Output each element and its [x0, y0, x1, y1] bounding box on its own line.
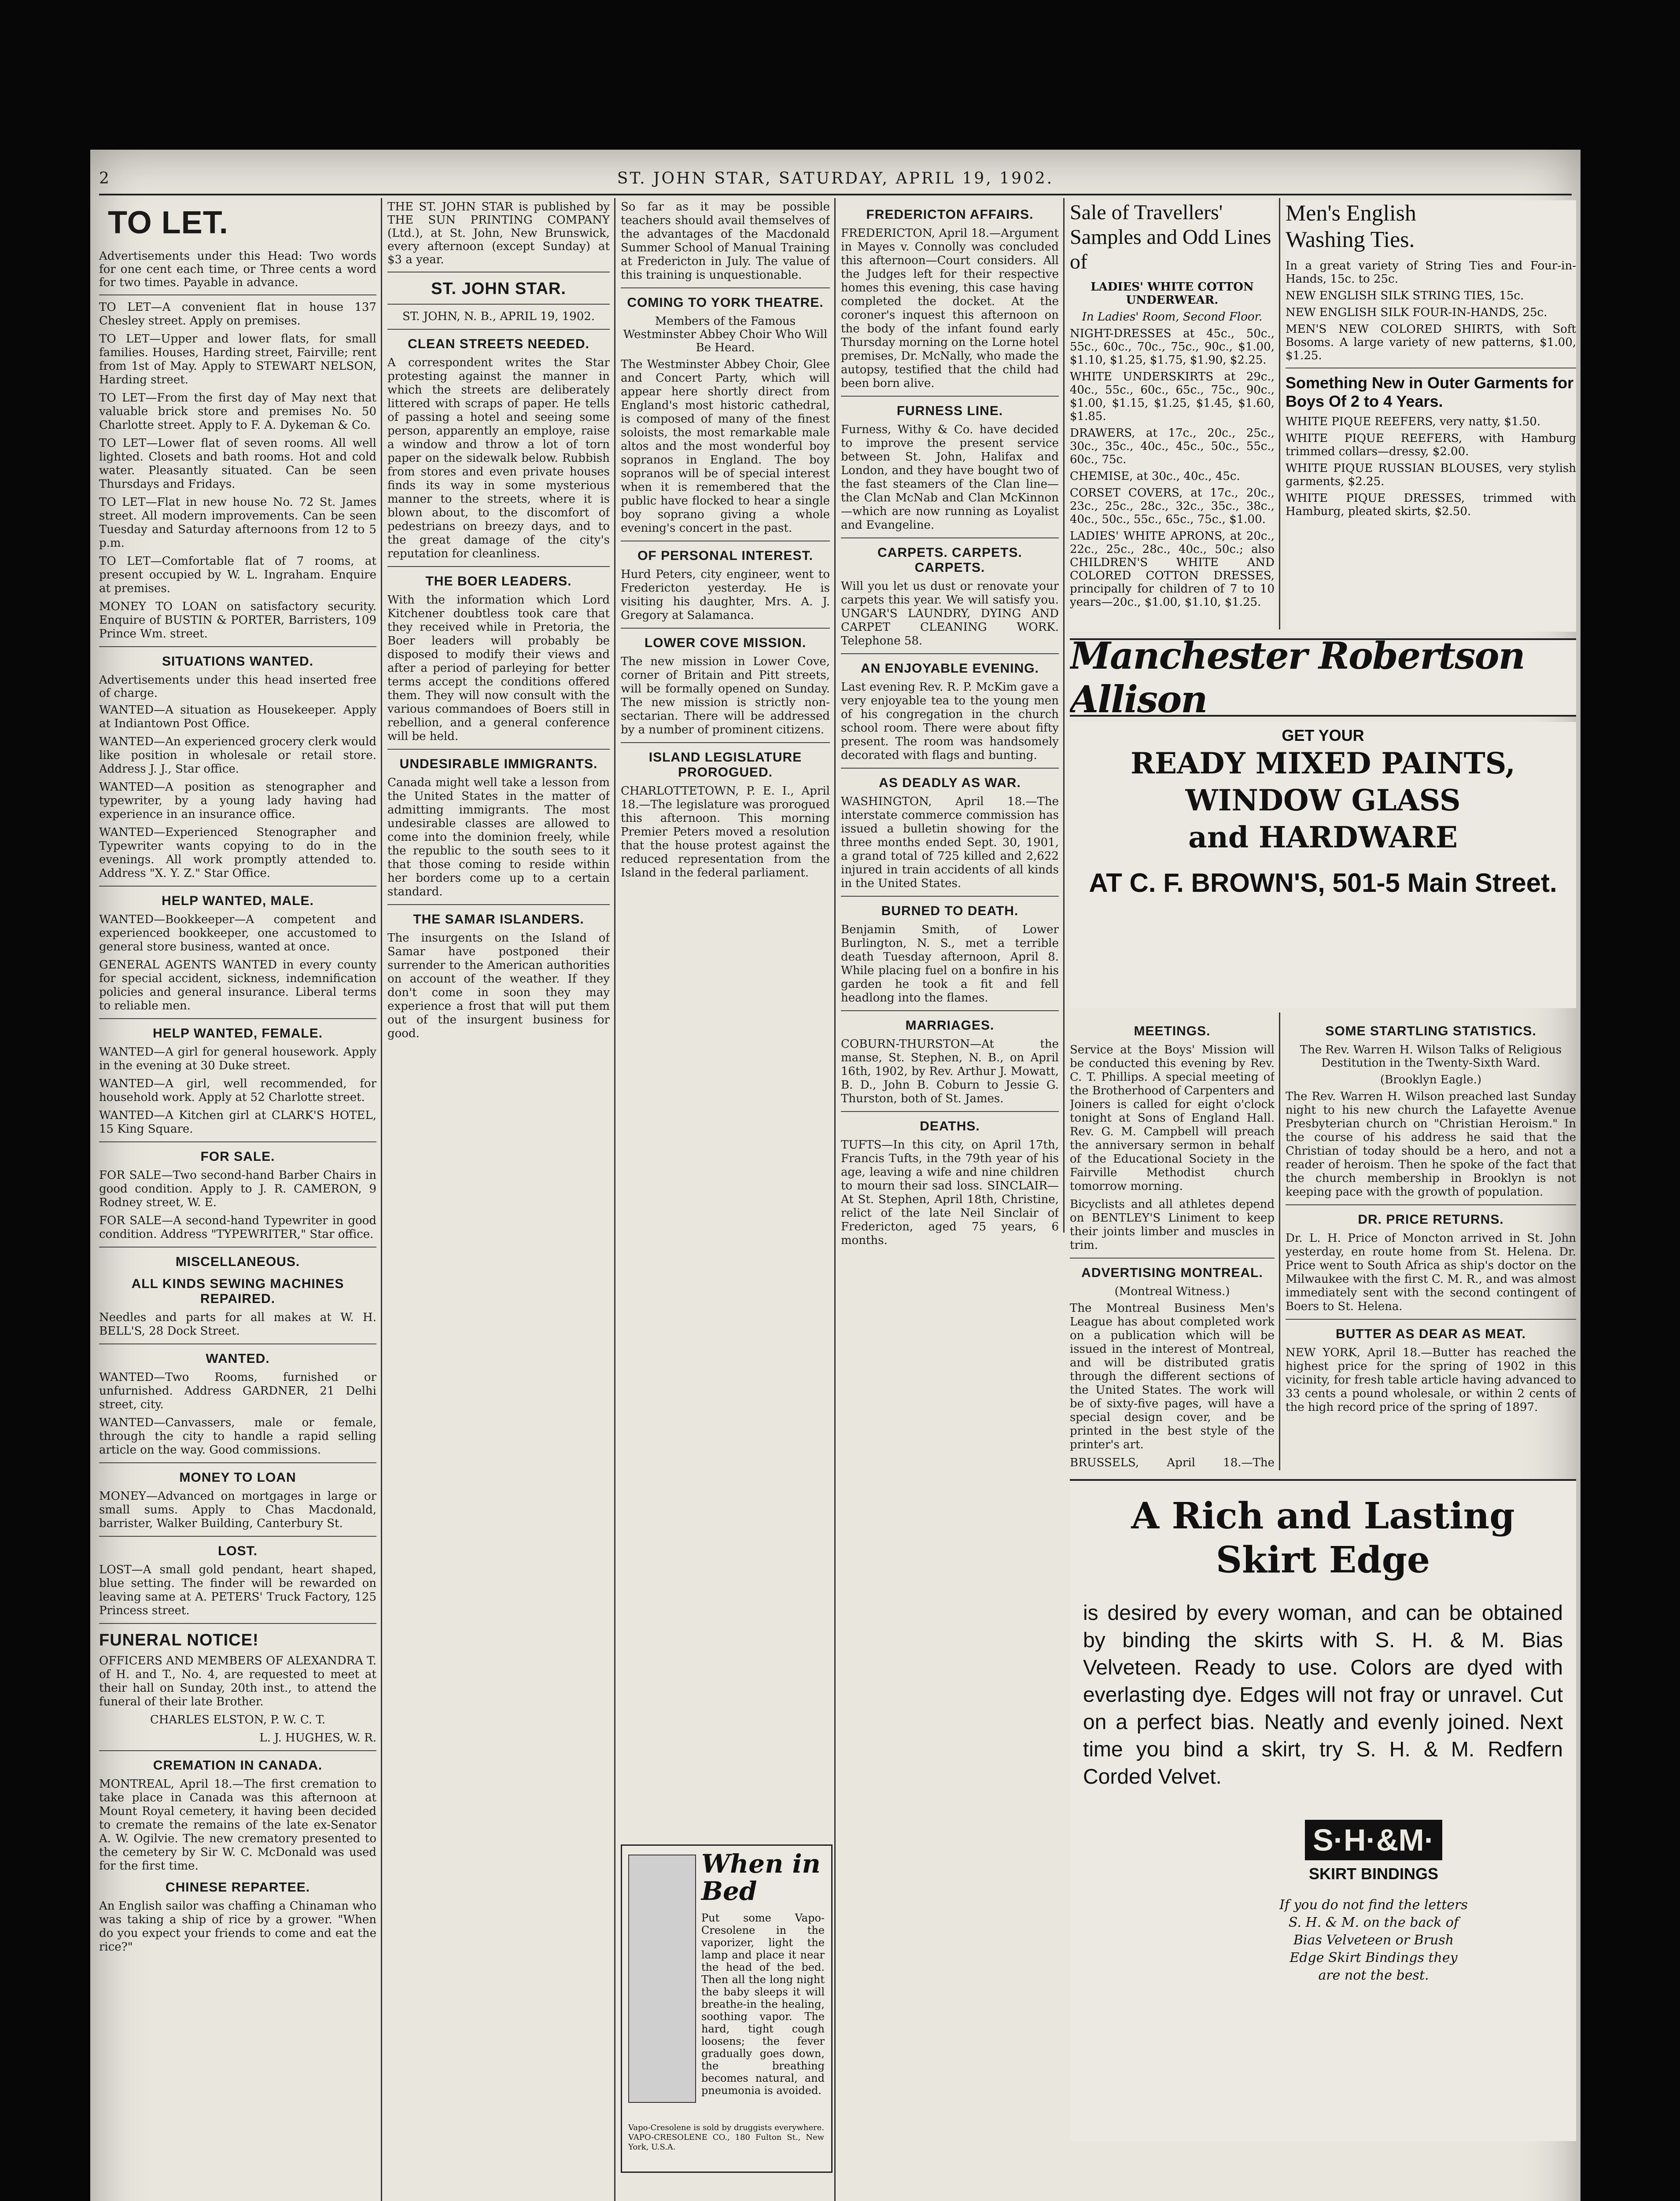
- classified-item: TO LET—From the first day of May next that valuable brick store and premises No. 50 Charlotte street. Apply to F. A. Dykeman & Co.: [99, 391, 376, 432]
- article-heading: SOME STARTLING STATISTICS.: [1325, 1024, 1536, 1038]
- classified-item: WANTED—A situation as Housekeeper. Apply at Indiantown Post Office.: [99, 703, 376, 730]
- travellers-samples-ad: [1070, 200, 1275, 632]
- article-heading: BUTTER AS DEAR AS MEAT.: [1336, 1327, 1526, 1341]
- dateline: ST. JOHN, N. B., APRIL 19, 1902.: [402, 310, 595, 323]
- classified-item: MONEY—Advanced on mortgages in large or small sums. Apply to Chas Macdonald, barrister, Walker Building, Canterbury St.: [99, 1490, 376, 1530]
- mra-logo-banner: [1070, 638, 1576, 717]
- article-source: (Brooklyn Eagle.): [1380, 1073, 1481, 1086]
- article-heading: ADVERTISING MONTREAL.: [1081, 1266, 1263, 1280]
- funeral-signature: L. J. HUGHES, W. R.: [259, 1731, 376, 1745]
- situations-heading: SITUATIONS WANTED.: [162, 654, 314, 669]
- funeral-signature: CHARLES ELSTON, P. W. C. T.: [150, 1713, 326, 1726]
- paints-at-line: AT C. F. BROWN'S, 501-5 Main Street.: [1089, 868, 1557, 898]
- article-heading: AN ENJOYABLE EVENING.: [861, 661, 1039, 676]
- article-text: With the information which Lord Kitchener doubtless took care that they received while in Pretoria, the Boer leaders will probably be disposed to modify their views and after a period of parleying for better terms accept the conditions offered them. They will now consult with the various commandoes of Boers still in rebellion, and a general conference will be held.: [387, 593, 610, 743]
- column-rule-2: [614, 198, 615, 2201]
- article-heading: CLEAN STREETS NEEDED.: [408, 337, 589, 351]
- skirt-headline-1: A Rich and Lasting: [1131, 1495, 1515, 1537]
- column-rule-5: [1279, 198, 1280, 629]
- outer-garments-heading: Something New in Outer Garments for Boys Of 2 to 4 Years.: [1286, 374, 1574, 410]
- column-editorial: [387, 200, 610, 2201]
- article-heading: LOWER COVE MISSION.: [644, 636, 807, 650]
- paints-line2: WINDOW GLASS: [1185, 783, 1461, 817]
- article-text: So far as it may be possible teachers should avail themselves of the advantages of the Macdonald Summer School of Manual Training at Fredericton in July. The value of this training is unquestionable.: [621, 200, 830, 282]
- article-text: The insurgents on the Island of Samar have postponed their surrender to the American authorities on account of the weather. If they don't come in soon they may experience a frost that will put them out of the insurgent business for good.: [387, 931, 610, 1040]
- shm-note: If you do not find the letters S. H. & M. on the back of Bias Velveteen or Brush Edge Skirt Bindings they are not the best.: [1279, 1897, 1468, 1983]
- classified-item: GENERAL AGENTS WANTED in every county for special accident, sickness, indemnification policies and general insurance. Liberal terms to reliable men.: [99, 958, 376, 1012]
- classified-item: FOR SALE—A second-hand Typewriter in good condition. Address "TYPEWRITER," Star office.: [99, 1214, 376, 1241]
- article-text: BRUSSELS, April 18.—The: [1070, 1456, 1275, 1469]
- article-text: The Westminster Abbey Choir, Glee and Concert Party, which will appear here shortly direct from England's most historic cathedral, is composed of many of the finest soloists, the most remarkable male altos and the most wonderful boy sopranos in England. The boy sopranos will be of special interest when it is remembered that the public have flocked to hear a single boy soprano giving a whole evening's concert in the past.: [621, 358, 830, 535]
- article-heading: MEETINGS.: [1134, 1024, 1211, 1038]
- column-rule-4: [1063, 198, 1065, 1233]
- for-sale-heading: FOR SALE.: [200, 1149, 275, 1164]
- outer-item: WHITE PIQUE REEFERS, with Hamburg trimmed collars—dressy, $2.00.: [1286, 432, 1576, 458]
- to-let-rate: Advertisements under this Head: Two words for one cent each time, or Three cents a word for two times. Payable in advance.: [99, 250, 376, 289]
- article-text: Benjamin Smith, of Lower Burlington, N. S., met a terrible death Tuesday afternoon, April 8. While placing fuel on a bonfire in his garden he took a fit and fell headlong into the flames.: [841, 923, 1059, 1005]
- article-subheading: (Montreal Witness.): [1114, 1285, 1230, 1298]
- repartee-heading: CHINESE REPARTEE.: [165, 1880, 310, 1895]
- skirt-headline-2: Skirt Edge: [1216, 1539, 1430, 1581]
- lost-heading: LOST.: [217, 1544, 258, 1558]
- column-news-4: [841, 200, 1059, 2201]
- article-text: Dr. L. H. Price of Moncton arrived in St. John yesterday, en route home from St. Helena. Dr. Price went to South Africa as ship's doctor on the Milwaukee with the first C. M. R., and was almost immediately sent with the second contingent of Boers to St. Helena.: [1286, 1232, 1576, 1313]
- money-heading: MONEY TO LOAN: [179, 1470, 296, 1485]
- classified-item: WANTED—A position as stenographer and typewriter, by a young lady having had experience in an insurance office.: [99, 780, 376, 821]
- wanted-heading: WANTED.: [206, 1351, 270, 1366]
- article-text: Furness, Withy & Co. have decided to improve the present service between St. John, Halifax and London, and they have bought two of the fast steamers of the Clan line—the Clan McNab and Clan McKinnon—which are now running as Loyalist and Evangeline.: [841, 423, 1059, 532]
- column-rule-6: [1279, 1012, 1280, 1470]
- article-text: Service at the Boys' Mission will be conducted this evening by Rev. C. T. Phillips. A special meeting of the Brotherhood of Carpenters and Joiners is called for eight o'clock tonight at Sons of England Hall. Rev. G. M. Campbell will preach the anniversary sermon in behalf of the Educational Society in the Fairville Methodist church tomorrow morning.: [1070, 1043, 1275, 1193]
- sale-item: LADIES' WHITE APRONS, at 20c., 22c., 25c., 28c., 40c., 50c.; also CHILDREN'S WHITE AND COLORED COTTON DRESSES, principally for children of 7 to 10 years—20c., $1.00, $1.10, $1.25.: [1070, 530, 1275, 609]
- mens-item: MEN'S NEW COLORED SHIRTS, with Soft Bosoms. A large variety of new patterns, $1.00, $1.25.: [1286, 323, 1576, 362]
- vapo-cresolene-ad: [621, 1844, 833, 2173]
- classified-item: WANTED—Experienced Stenographer and Typewriter wants copying to do in the evenings. All work promptly attended to. Address "X. Y. Z." Star Office.: [99, 826, 376, 880]
- paints-get: GET YOUR: [1282, 726, 1364, 744]
- mens-item: NEW ENGLISH SILK STRING TIES, 15c.: [1286, 289, 1524, 302]
- shm-logo-sub: SKIRT BINDINGS: [1308, 1865, 1438, 1883]
- vapo-headline: When in Bed: [701, 1849, 821, 1906]
- mens-headline: Men's English Washing Ties.: [1286, 201, 1416, 252]
- classified-item: TO LET—Comfortable flat of 7 rooms, at present occupied by W. L. Ingraham. Enquire at premises.: [99, 555, 376, 595]
- situations-rate: Advertisements under this head inserted free of charge.: [99, 674, 376, 700]
- article-text: Bicyclists and all athletes depend on BENTLEY'S Liniment to keep their joints limber and muscles in trim.: [1070, 1198, 1275, 1252]
- sale-item: NIGHT-DRESSES at 45c., 50c., 55c., 60c., 70c., 75c., 90c., $1.00, $1.10, $1.25, $1.75, $1.90, $2.25.: [1070, 327, 1275, 367]
- article-heading: FREDERICTON AFFAIRS.: [866, 207, 1034, 222]
- header-rule: [99, 194, 1572, 195]
- cremation-text: MONTREAL, April 18.—The first cremation to take place in Canada was this afternoon at Mount Royal cemetery, it having been decided to cremate the remains of the late ex-Senator A. W. Ogilvie. The new crematory presented to the cemetery by Sir W. C. McDonald was used for the first time.: [99, 1778, 376, 1873]
- classified-item: TO LET—Lower flat of seven rooms. All well lighted. Closets and bath rooms. Hot and cold water. Pleasantly situated. Can be seen Thursdays and Fridays.: [99, 437, 376, 491]
- sale-sub: LADIES' WHITE COTTON UNDERWEAR.: [1091, 280, 1254, 307]
- page-number: 2: [99, 169, 109, 188]
- article-heading: BURNED TO DEATH.: [881, 904, 1019, 918]
- classified-item: WANTED—A girl, well recommended, for household work. Apply at 52 Charlotte street.: [99, 1077, 376, 1104]
- classified-item: WANTED—An experienced grocery clerk would like position in wholesale or retail store. Address J. J., Star office.: [99, 735, 376, 776]
- paper-name: ST. JOHN STAR.: [431, 280, 566, 298]
- help-male-heading: HELP WANTED, MALE.: [162, 894, 314, 908]
- misc-heading: MISCELLANEOUS.: [175, 1255, 300, 1269]
- mens-item: In a great variety of String Ties and Four-in-Hands, 15c. to 25c.: [1286, 259, 1576, 286]
- masthead-note: THE ST. JOHN STAR is published by THE SUN PRINTING COMPANY (Ltd.), at St. John, New Brunswick, every afternoon (except Sunday) at $3 a year.: [387, 200, 610, 266]
- deaths-text: TUFTS—In this city, on April 17th, Francis Tufts, in the 79th year of his age, leaving a wife and nine children to mourn their sad loss. SINCLAIR—At St. Stephen, April 18th, Christine, relict of the late Neil Sinclair of Fredericton, aged 75 years, 6 months.: [841, 1138, 1059, 1247]
- article-heading: UNDESIRABLE IMMIGRANTS.: [399, 757, 598, 771]
- article-text: Hurd Peters, city engineer, went to Fredericton yesterday. He is visiting his daughter, Mrs. A. J. Gregory at Salamanca.: [621, 568, 830, 622]
- vapo-footer: Vapo-Cresolene is sold by druggists everywhere. VAPO-CRESOLENE CO., 180 Fulton St., New York, U.S.A.: [628, 2123, 824, 2152]
- article-heading: ISLAND LEGISLATURE PROROGUED.: [648, 750, 802, 780]
- article-heading: THE SAMAR ISLANDERS.: [413, 912, 584, 927]
- column-statistics: [1286, 1017, 1576, 1470]
- article-heading: COMING TO YORK THEATRE.: [627, 295, 824, 310]
- article-text: NEW YORK, April 18.—Butter has reached the highest price for the spring of 1902 in this vicinity, for fresh table article having advanced to 33 cents a pound wholesale, or within 2 cents of the high record price of the spring of 1897.: [1286, 1346, 1576, 1414]
- article-heading: THE BOER LEADERS.: [425, 574, 572, 589]
- shm-logo-block: [1277, 1820, 1470, 1998]
- article-text: Will you let us dust or renovate your carpets this year. We will satisfy you. UNGAR'S LAUNDRY, DYING AND CARPET CLEANING WORK. Telephone 58.: [841, 580, 1059, 648]
- deaths-heading: DEATHS.: [920, 1119, 980, 1134]
- article-text: FREDERICTON, April 18.—Argument in Mayes v. Connolly was concluded this afternoon—Court considers. All the Judges left for their respective homes this evening, this case having completed the docket. At the coroner's inquest this afternoon on the body of the infant found early Thursday morning on the Lorne hotel premises, Dr. McNally, who made the autopsy, testified that the child had been born alive.: [841, 227, 1059, 390]
- classified-item: WANTED—A Kitchen girl at CLARK'S HOTEL, 15 King Square.: [99, 1109, 376, 1136]
- article-text: A correspondent writes the Star protesting against the manner in which the streets are deliberately littered with scraps of paper. He tells of passing a hotel and seeing some person, apparently an employe, raise a window and throw a lot of torn paper on the sidewalk below. Rubbish from stores and even private houses finds its way in some mysterious manner to the streets, where it is blown about, to the discomfort of pedestrians on breezy days, and to the great damage of the city's reputation for cleanliness.: [387, 356, 610, 560]
- article-text: The Rev. Warren H. Wilson preached last Sunday night to his new church the Lafayette Avenue Presbyterian church on "Christian Heroism." In the course of his address he said that the Christian of today should be a hero, and not a reader of heroism. Then he spoke of the fact that the church membership in Brooklyn is not keeping pace with the growth of population.: [1286, 1090, 1576, 1199]
- article-text: WASHINGTON, April 18.—The interstate commerce commission has issued a bulletin showing for the three months ended Sept. 30, 1901, a grand total of 725 killed and 2,622 injured in train accidents of all kinds in the United States.: [841, 795, 1059, 890]
- classified-item: TO LET—Upper and lower flats, for small families. Houses, Harding street, Fairville; rent from 1st of May. Apply to STEWART NELSON, Harding street.: [99, 332, 376, 386]
- shm-logo: S·H·&M·: [1305, 1820, 1442, 1860]
- repartee-text: An English sailor was chaffing a Chinaman who was taking a ship of rice by a grower. "When do you expect your friends to come and eat the rice?": [99, 1899, 376, 1954]
- page-title: ST. JOHN STAR, SATURDAY, APRIL 19, 1902.: [617, 169, 1054, 188]
- classified-item: WANTED—Bookkeeper—A competent and experienced bookkeeper, one accustomed to general store business, wanted at once.: [99, 913, 376, 953]
- outer-item: WHITE PIQUE REEFERS, very natty, $1.50.: [1286, 415, 1541, 428]
- marriages-text: COBURN-THURSTON—At the manse, St. Stephen, N. B., on April 16th, 1902, by Rev. Arthur J. Mowatt, B. D., John B. Coburn to Jessie G. Thurston, both of St. James.: [841, 1038, 1059, 1105]
- article-text: The new mission in Lower Cove, corner of Britain and Pitt streets, will be formally opened on Sunday. The new mission is strictly non-sectarian. There will be addressed by a number of prominent citizens.: [621, 655, 830, 736]
- newspaper-page: [90, 150, 1581, 2201]
- classified-item: FOR SALE—Two second-hand Barber Chairs in good condition. Apply to J. R. CAMERON, 9 Rodney street, W. E.: [99, 1169, 376, 1209]
- help-female-heading: HELP WANTED, FEMALE.: [152, 1026, 323, 1041]
- article-heading: DR. PRICE RETURNS.: [1358, 1212, 1504, 1227]
- article-text: Last evening Rev. R. P. McKim gave a very enjoyable tea to the young men of his congregation in the church school room. There were about fifty present. The room was handsomely decorated with flags and bunting.: [841, 681, 1059, 762]
- mra-logo: Manchester Robertson Allison: [1070, 638, 1525, 717]
- sale-headline: Sale of Travellers' Samples and Odd Lines of: [1070, 201, 1271, 273]
- article-heading: OF PERSONAL INTEREST.: [637, 548, 813, 563]
- column-news-3: [621, 200, 830, 1741]
- page-header: [99, 169, 1572, 191]
- paints-line3: and HARDWARE: [1188, 820, 1458, 854]
- article-subheading: Members of the Famous Westminster Abbey Choir Who Will Be Heard.: [623, 315, 828, 354]
- article-text: CHARLOTTETOWN, P. E. I., April 18.—The legislature was prorogued this afternoon. This morning Premier Peters moved a resolution that the house protest against the reduced representation from the Island in the federal parliament.: [621, 784, 830, 880]
- article-text: The Montreal Business Men's League has about completed work on a publication which will be issued in the interest of Montreal, and will be distributed gratis through the different sections of the United States. The work will be of sixty-five pages, will have a special design cover, and be printed in the best style of the printer's art.: [1070, 1302, 1275, 1451]
- classified-item: TO LET—A convenient flat in house 137 Chesley street. Apply on premises.: [99, 301, 376, 328]
- paints-line1: READY MIXED PAINTS,: [1131, 746, 1515, 780]
- article-heading: CARPETS. CARPETS. CARPETS.: [877, 545, 1022, 575]
- article-heading: AS DEADLY AS WAR.: [879, 776, 1021, 790]
- classified-item: WANTED—Two Rooms, furnished or unfurnished. Address GARDNER, 21 Delhi street, city.: [99, 1371, 376, 1411]
- mens-item: NEW ENGLISH SILK FOUR-IN-HANDS, 25c.: [1286, 306, 1547, 319]
- sale-item: WHITE UNDERSKIRTS at 29c., 40c., 55c., 60c., 65c., 75c., 90c., $1.00, $1.15, $1.25, $1.45, $1.60, $1.85.: [1070, 370, 1275, 423]
- vaporizer-illustration: [628, 1855, 696, 2103]
- lost-text: LOST—A small gold pendant, heart shaped, blue setting. The finder will be rewarded on leaving same at A. PETERS' Truck Factory, 125 Princess street.: [99, 1563, 376, 1617]
- column-rule-1: [381, 198, 382, 2201]
- mens-ties-ad: [1286, 200, 1576, 632]
- sale-dept: In Ladies' Room, Second Floor.: [1082, 310, 1263, 324]
- marriages-heading: MARRIAGES.: [905, 1018, 995, 1033]
- classified-item: WANTED—A girl for general housework. Apply in the evening at 30 Duke street.: [99, 1045, 376, 1072]
- article-text: Canada might well take a lesson from the United States in the matter of admitting immigrants. The most undesirable classes are allowed to come into the dominion freely, while the republic to the south sees to it that those coming to reside within her borders come up to a certain standard.: [387, 776, 610, 898]
- skirt-edge-ad: [1070, 1479, 1576, 2141]
- skirt-body: is desired by every woman, and can be obtained by binding the skirts with S. H. & M. Bias Velveteen. Ready to use. Colors are dyed with everlasting dye. Edges will not fray or unravel. Cut on a perfect bias. Neatly and evenly joined. Next time you bind a skirt, try S. H. & M. Redfern Corded Velvet.: [1083, 1601, 1563, 1789]
- funeral-text: OFFICERS AND MEMBERS OF ALEXANDRA T. of H. and T., No. 4, are requested to meet at their hall on Sunday, 20th inst., to attend the funeral of their late Brother.: [99, 1654, 376, 1708]
- sewing-heading: ALL KINDS SEWING MACHINES REPAIRED.: [131, 1277, 344, 1306]
- money-note: MONEY TO LOAN on satisfactory security. Enquire of BUSTIN & PORTER, Barristers, 109 Prince Wm. street.: [99, 600, 376, 640]
- funeral-heading: FUNERAL NOTICE!: [99, 1631, 259, 1649]
- column-rule-3: [834, 198, 836, 2201]
- article-subheading: The Rev. Warren H. Wilson Talks of Religious Destitution in the Twenty-Sixth Ward.: [1300, 1043, 1562, 1070]
- vapo-body: Put some Vapo-Cresolene in the vaporizer, light the lamp and place it near the head of the bed. Then all the long night the baby sleeps it will breathe-in the healing, soothing vapor. The hard, tight cough loosens; the fever gradually goes down, the breathing becomes natural, and pneumonia is avoided.: [701, 1912, 825, 2097]
- cremation-heading: CREMATION IN CANADA.: [153, 1758, 323, 1773]
- classified-item: TO LET—Flat in new house No. 72 St. James street. All modern improvements. Can be seen Tuesday and Saturday afternoons from 12 to 5 p.m.: [99, 496, 376, 550]
- column-meetings: [1070, 1017, 1275, 1470]
- outer-item: WHITE PIQUE DRESSES, trimmed with Hamburg, pleated skirts, $2.50.: [1286, 492, 1576, 518]
- outer-item: WHITE PIQUE RUSSIAN BLOUSES, very stylish garments, $2.25.: [1286, 462, 1576, 488]
- paints-hardware-ad: [1070, 722, 1576, 1008]
- sewing-text: Needles and parts for all makes at W. H. BELL'S, 28 Dock Street.: [99, 1311, 376, 1338]
- classified-item: WANTED—Canvassers, male or female, through the city to handle a rapid selling article on the way. Good commissions.: [99, 1416, 376, 1457]
- to-let-heading: TO LET.: [108, 205, 228, 240]
- sale-item: CORSET COVERS, at 17c., 20c., 23c., 25c., 28c., 32c., 35c., 38c., 40c., 50c., 55c., 65c., 75c., $1.00.: [1070, 486, 1275, 526]
- article-heading: FURNESS LINE.: [896, 404, 1003, 418]
- sale-item: DRAWERS, at 17c., 20c., 25c., 30c., 35c., 40c., 45c., 50c., 55c., 60c., 75c.: [1070, 427, 1275, 466]
- sale-item: CHEMISE, at 30c., 40c., 45c.: [1070, 470, 1240, 483]
- column-classifieds: [99, 200, 376, 2201]
